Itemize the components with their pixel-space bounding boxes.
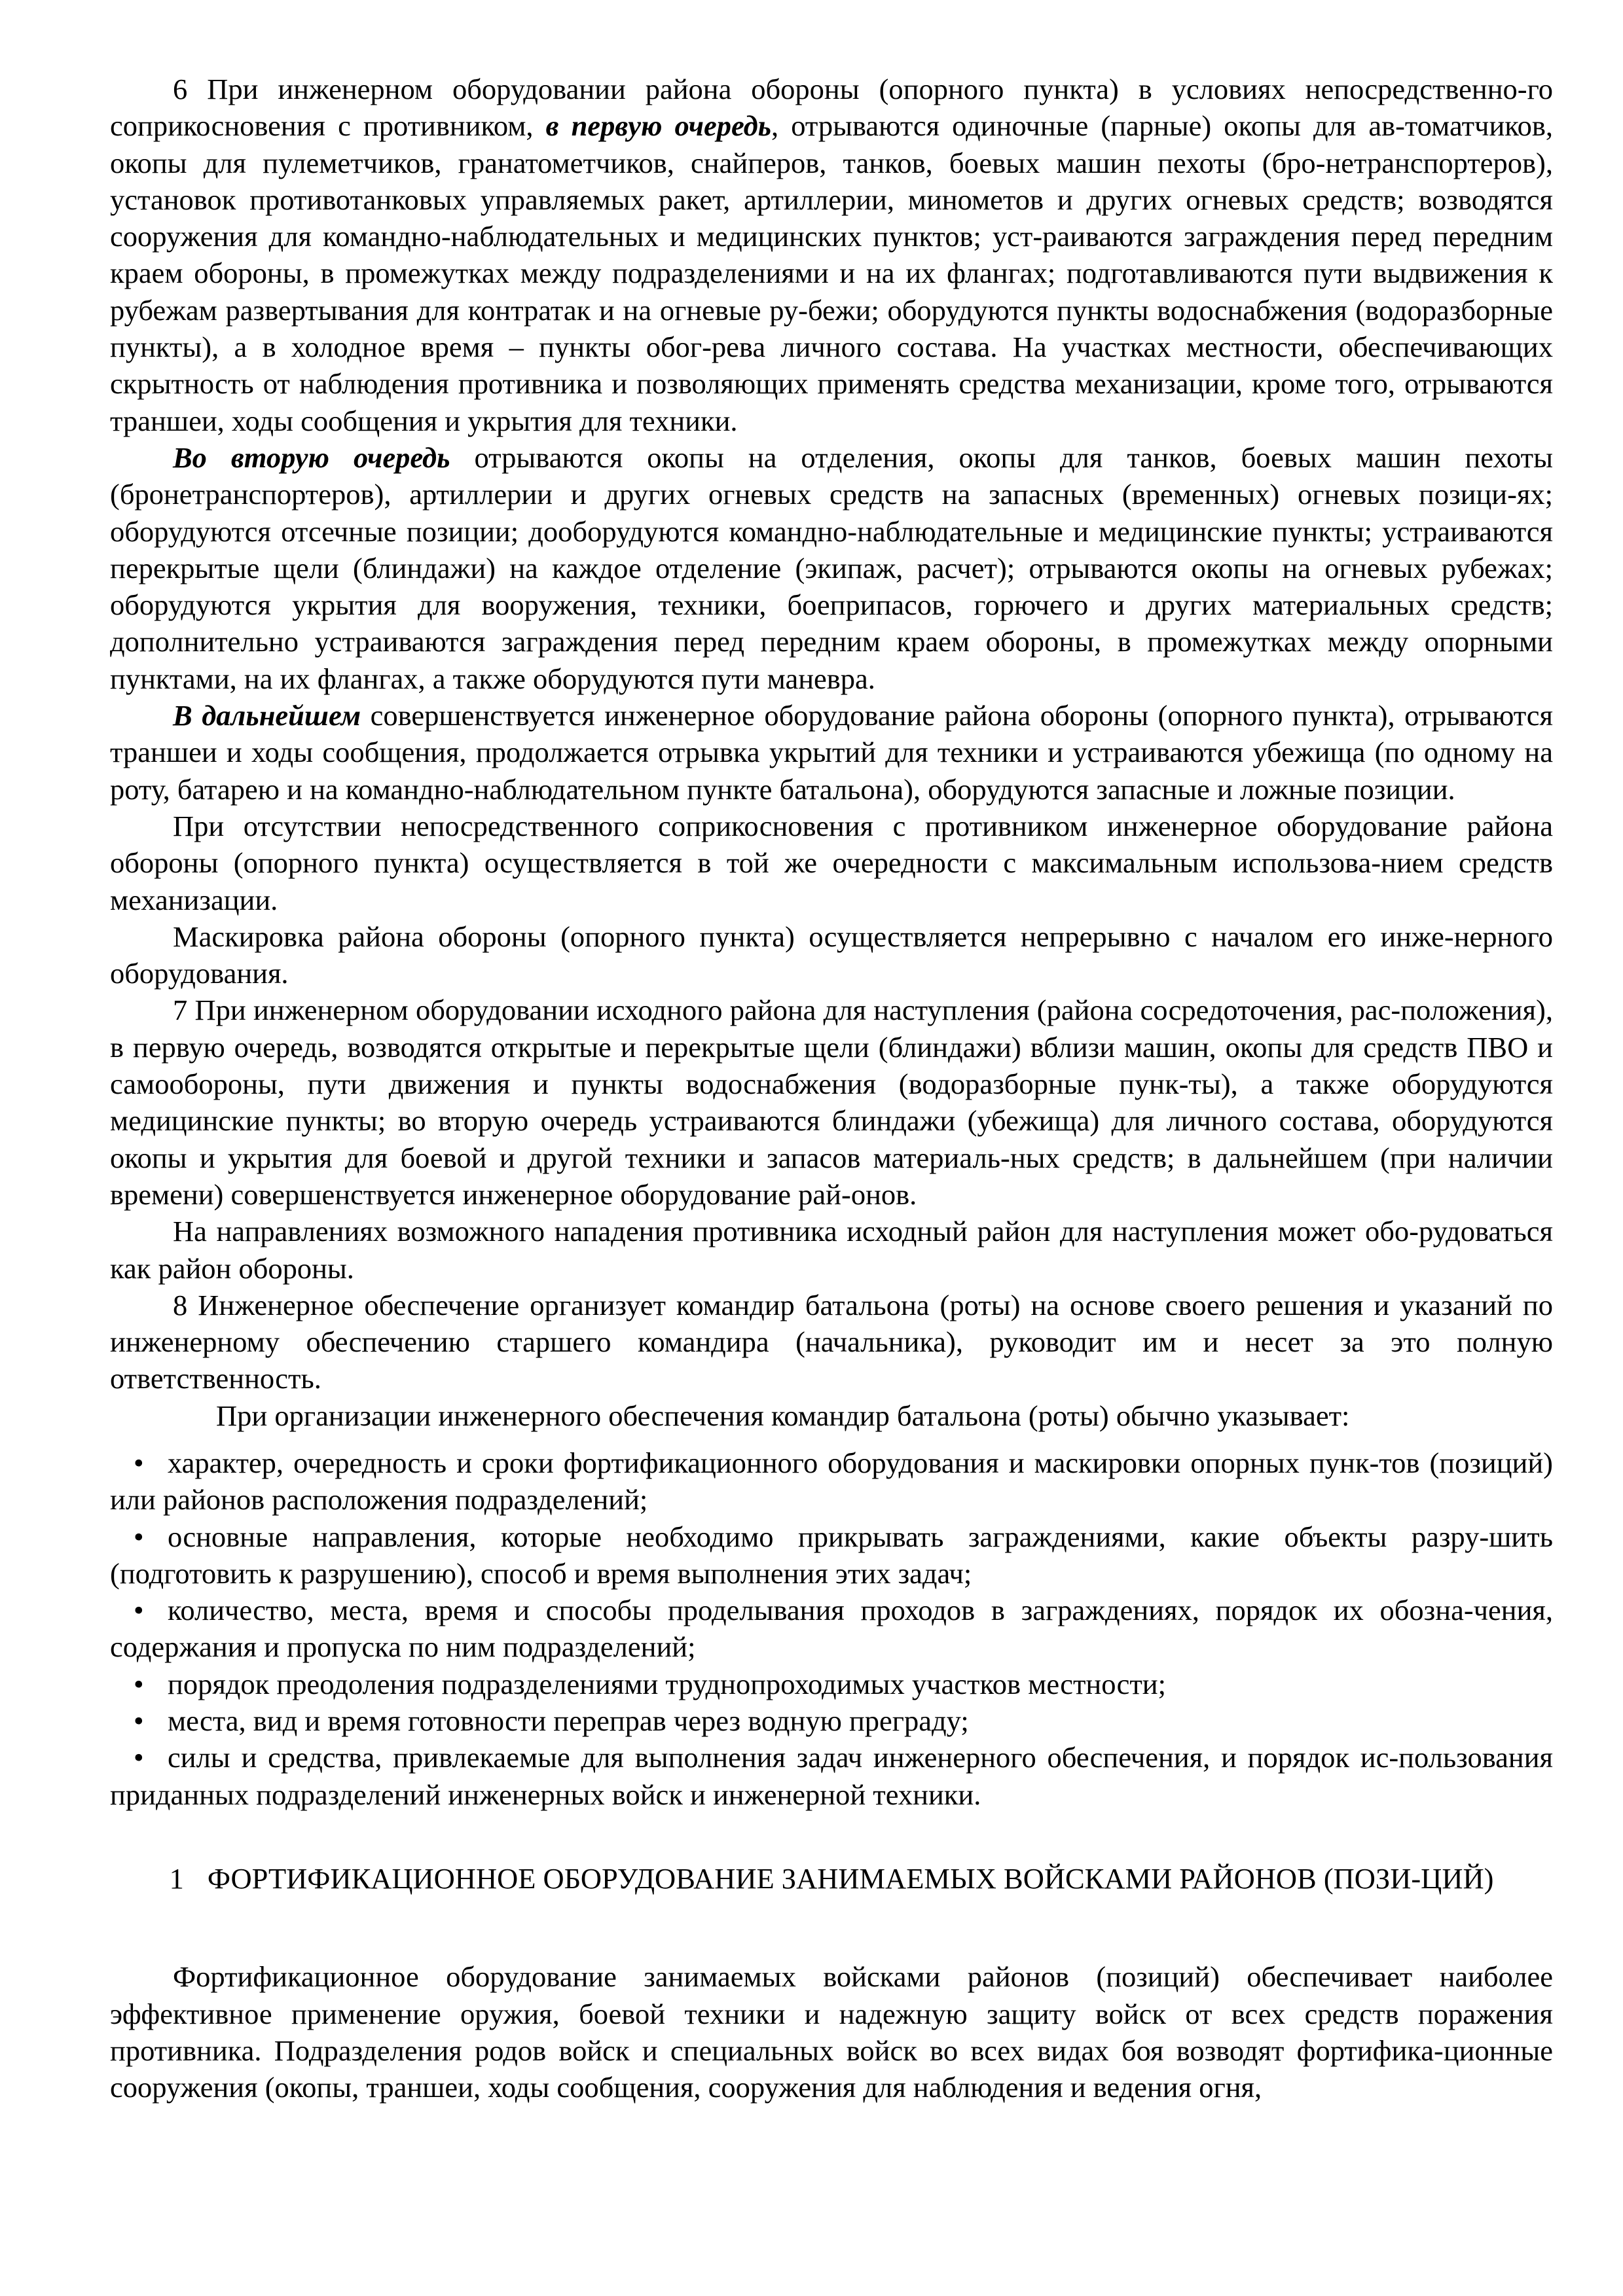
paragraph-text: При инженерном оборудовании исходного района для наступления (района сосредоточения, рас-положения), в первую очередь, возводятся открытые и перекрытые щели (блиндажи) вблизи машин, окопы для средств ПВО и самообороны, пути движения и пункты водоснабжения (водоразборные пунк-ты), а также оборудуются медицинские пункты; во вторую очередь устраиваются блиндажи (убежища) для личного состава, оборудуются окопы и укрытия для боевой и другой техники и запасов материаль-ных средств; в дальнейшем (при наличии времени) совершенствуется инженерное оборудование рай-онов.	[110, 994, 1553, 1211]
paragraph-no-contact: При отсутствии непосредственного соприкосновения с противником инженерное оборудование района обороны (опорного пункта) осуществляется в той же очередности с максимальным использова-нием средств механизации.	[110, 809, 1553, 916]
bullet-icon: •	[134, 1704, 144, 1738]
paragraph-text: Инженерное обеспечение организует командир батальона (роты) на основе своего решения и указаний по инженерному обеспечению старшего командира (начальника), руководит им и несет за это полную ответственность.	[110, 1288, 1553, 1395]
paragraph-6	[110, 71, 1553, 439]
list-item-text: основные направления, которые необходимо прикрывать заграждениями, какие объекты разру-шить (подготовить к разрушению), способ и время выполнения этих задач;	[110, 1520, 1553, 1590]
paragraph-text: отрываются окопы на отделения, окопы для танков, боевых машин пехоты (бронетранспортеров), артиллерии и других огневых средств на запасных (временных) огневых позици-ях; оборудуются отсечные позиции; дооборудуются командно-наблюдательные и медицинские пункты; устраиваются перекрытые щели (блиндажи) на каждое отделение (экипаж, расчет); отрываются окопы на огневых рубежах; оборудуются укрытия для вооружения, техники, боеприпасов, горючего и других материальных средств; дополнительно устраиваются заграждения перед передним краем обороны, в промежутках между опорными пунктами, на их флангах, а также оборудуются пути маневра.	[110, 440, 1553, 695]
paragraph-text: совершенствуется инженерное оборудование района обороны (опорного пункта), отрываются траншеи и ходы сообщения, продолжается отрывка укрытий для техники и устраиваются убежища (по одному на роту, батарею и на командно-наблюдательном пункте батальона), оборудуются запасные и ложные позиции.	[110, 699, 1553, 806]
paragraph-text: , отрываются одиночные (парные) окопы для ав-томатчиков, окопы для пулеметчиков, гранатометчиков, снайперов, танков, боевых машин пехоты (бро-нетранспортеров), установок противотанковых управляемых ракет, артиллерии, минометов и других огневых средств; возводятся сооружения для командно-наблюдательных и медицинских пунктов; уст-раиваются заграждения перед передним краем обороны, в промежутках между подразделениями и на их флангах; подготавливаются пути выдвижения к рубежам развертывания для контратак и на огневые ру-бежи; оборудуются пункты водоснабжения (водоразборные пункты), а в холодное время – пункты обог-рева личного состава. На участках местности, обеспечивающих скрытность от наблюдения противника и позволяющих применять средства механизации, кроме того, отрываются траншеи, ходы сообщения и укрытия для техники.	[110, 109, 1554, 437]
paragraph-number: 8	[173, 1288, 188, 1321]
paragraph-8	[110, 1287, 1553, 1397]
paragraph-number: 6	[173, 73, 188, 105]
paragraph-number: 7	[173, 994, 188, 1027]
paragraph-later	[110, 697, 1553, 808]
paragraph-attack-directions: На направлениях возможного нападения противника исходный район для наступления может обо-рудоваться как район обороны.	[110, 1215, 1553, 1285]
bullet-icon: •	[134, 1520, 144, 1553]
emphasis-later: В дальнейшем	[173, 699, 361, 732]
emphasis-second-priority: Во вторую очередь	[173, 440, 450, 474]
list-item	[110, 1739, 1553, 1813]
document-page	[110, 71, 1553, 2106]
bullet-icon: •	[134, 1594, 144, 1627]
bullet-icon: •	[134, 1741, 144, 1774]
list-item-text: характер, очередность и сроки фортификационного оборудования и маскировки опорных пунк-тов (позиций) или районов расположения подразделений;	[110, 1446, 1553, 1516]
paragraph-text: При инженерном оборудовании района обороны (опорного пункта) в условиях непосредственно-го соприкосновения с противником,	[110, 73, 1553, 143]
emphasis-first-priority: в первую очередь	[545, 109, 772, 143]
bullet-icon: •	[134, 1667, 144, 1700]
list-item-text: места, вид и время готовности переправ через водную преграду;	[168, 1704, 969, 1738]
paragraph-7	[110, 992, 1553, 1213]
paragraph-commander-indicates: При организации инженерного обеспечения командир батальона (роты) обычно указывает:	[216, 1399, 1350, 1432]
bullet-icon: •	[134, 1446, 144, 1479]
paragraph-second-priority	[110, 439, 1553, 697]
bullet-list	[110, 1444, 1553, 1813]
list-item	[110, 1444, 1553, 1518]
list-item-text: количество, места, время и способы проделывания проходов в заграждениях, порядок их обозна-чения, содержания и пропуска по ним подразделений;	[110, 1594, 1553, 1664]
list-item	[110, 1702, 1553, 1739]
section-title: ФОРТИФИКАЦИОННОЕ ОБОРУДОВАНИЕ ЗАНИМАЕМЫХ ВОЙСКАМИ РАЙОНОВ (ПОЗИ-ЦИЙ)	[207, 1861, 1494, 1895]
list-item-text: порядок преодоления подразделениями труднопроходимых участков местности;	[168, 1667, 1166, 1700]
paragraph-fortification-intro: Фортификационное оборудование занимаемых войсками районов (позиций) обеспечивает наиболее эффективное применение оружия, боевой техники и надежную защиту войск от всех средств поражения противника. Подразделения родов войск и специальных войск во всех видах боя возводят фортифика-ционные сооружения (окопы, траншеи, ходы сообщения, сооружения для наблюдения и ведения огня,	[110, 1960, 1553, 2104]
list-item	[110, 1518, 1553, 1592]
list-item-text: силы и средства, привлекаемые для выполнения задач инженерного обеспечения, и порядок ис-пользования приданных подразделений инженерных войск и инженерной техники.	[110, 1741, 1553, 1811]
section-heading	[110, 1860, 1553, 1897]
paragraph-camouflage: Маскировка района обороны (опорного пункта) осуществляется непрерывно с началом его инже-нерного оборудования.	[110, 920, 1553, 990]
list-item	[110, 1592, 1553, 1666]
section-number: 1	[169, 1861, 184, 1895]
list-item	[110, 1666, 1553, 1702]
